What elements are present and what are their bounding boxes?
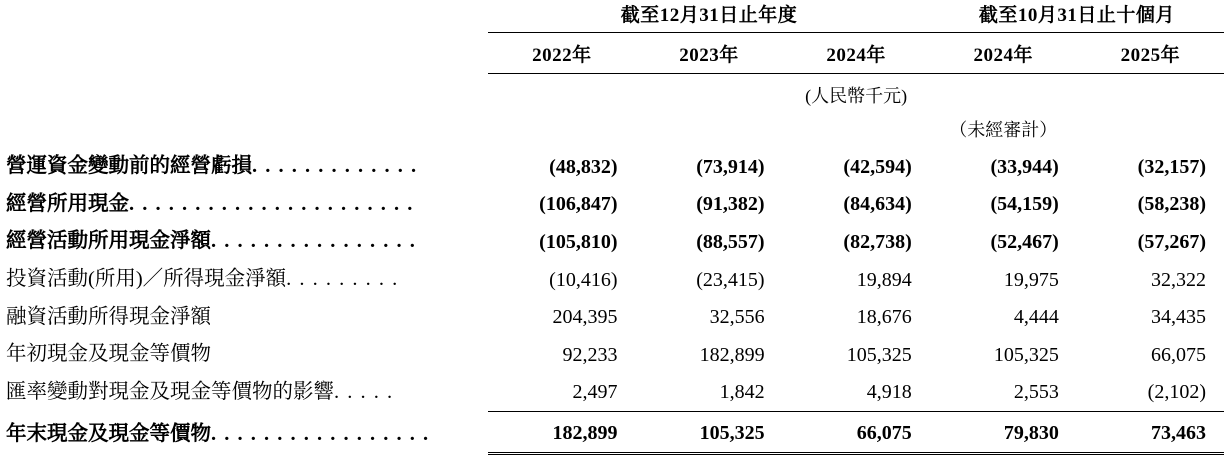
row-value: 2,553: [1013, 381, 1059, 404]
row-value: (52,467): [990, 231, 1059, 254]
table-row: [0, 186, 1224, 224]
row-value: 34,435: [1151, 306, 1206, 329]
row-label: [0, 261, 488, 299]
row-value: (84,634): [843, 193, 912, 216]
header-year-2024: 2024年: [826, 45, 886, 66]
unaudited-note: （未經審計）: [949, 120, 1058, 140]
row-value: (106,847): [539, 193, 618, 216]
row-leader-dots: . . . . . . . . . . . . .: [252, 155, 418, 177]
row-label-text: 經營所用現金: [6, 192, 129, 215]
currency-note-blank-2022: [488, 74, 635, 111]
row-value: 19,975: [1003, 268, 1059, 291]
row-value: 105,325: [846, 344, 912, 367]
table-row: [0, 374, 1224, 412]
header-group-tenmonths: 截至10月31日止十個月: [978, 5, 1175, 26]
total-row-leader-dots: . . . . . . . . . . . . . . . . .: [211, 423, 430, 446]
currency-note-blank-2023: [635, 74, 782, 111]
row-value: (48,832): [549, 155, 618, 178]
header-year-2025-tm: 2025年: [1120, 45, 1181, 66]
closing-rule-blank: [0, 454, 488, 473]
row-label: [0, 223, 488, 261]
row-value: (10,416): [549, 268, 618, 291]
row-value: 1,842: [719, 381, 765, 404]
currency-note-blank-2024tm: [930, 74, 1077, 111]
row-value: 66,075: [1151, 344, 1206, 367]
row-value: 32,322: [1151, 268, 1206, 291]
closing-rule-2024tm: [930, 454, 1077, 473]
table-row: [0, 148, 1224, 186]
header-year-2024-tm: 2024年: [973, 45, 1034, 66]
table-row: [0, 261, 1224, 299]
total-row-value: 182,899: [488, 412, 635, 454]
row-value: (91,382): [696, 193, 765, 216]
row-label-text: 融資活動所得現金淨額: [6, 305, 211, 328]
header-year-2023: 2023年: [679, 45, 739, 66]
row-value: (57,267): [1137, 231, 1206, 254]
row-label-text: 營運資金變動前的經營虧損: [6, 155, 252, 177]
header-group-row: [0, 0, 1224, 32]
row-value: (105,810): [539, 231, 618, 254]
row-value: (23,415): [696, 268, 765, 291]
row-value: (42,594): [843, 155, 912, 178]
closing-rule-2024: [783, 454, 930, 473]
row-label: [0, 336, 488, 374]
row-leader-dots: . . . . .: [334, 381, 394, 404]
header-blank-cell: [0, 0, 488, 32]
unaudited-blank-2024: [783, 110, 930, 148]
total-row-value: 73,463: [1077, 412, 1224, 454]
row-label-text: 經營活動所用現金淨額: [6, 230, 211, 253]
row-label: [0, 186, 488, 224]
row-label: [0, 374, 488, 412]
unaudited-blank-2022: [488, 110, 635, 148]
table-total-row: [0, 412, 1224, 454]
table-row: [0, 223, 1224, 261]
row-value: 32,556: [709, 306, 765, 329]
header-year-row: [0, 33, 1224, 74]
row-value: 182,899: [699, 344, 765, 367]
closing-rule-2023: [635, 454, 782, 473]
row-value: (58,238): [1137, 193, 1206, 216]
row-label: [0, 148, 488, 186]
currency-note-blank: [0, 74, 488, 111]
row-value: (82,738): [843, 231, 912, 254]
row-leader-dots: . . . . . . . . . . . . . . . . . . . . . .: [129, 192, 414, 215]
closing-rule-2025tm: [1077, 454, 1224, 473]
row-value: 105,325: [993, 344, 1059, 367]
table-row: [0, 299, 1224, 337]
total-row-value: 79,830: [930, 412, 1077, 454]
total-row-label: [0, 412, 488, 454]
currency-note: (人民幣千元): [805, 86, 908, 106]
total-row-value: 66,075: [783, 412, 930, 454]
row-leader-dots: . . . . . . . . . . . . . . . .: [211, 230, 417, 253]
row-leader-dots: . . . . . . . . .: [286, 268, 399, 291]
row-value: 2,497: [572, 381, 618, 404]
row-value: 92,233: [562, 344, 618, 367]
row-value: 18,676: [856, 306, 912, 329]
closing-rule-2022: [488, 454, 635, 473]
row-value: (54,159): [990, 193, 1059, 216]
row-value: (32,157): [1137, 155, 1206, 178]
currency-note-blank-2025tm: [1077, 74, 1224, 111]
row-value: 19,894: [856, 268, 912, 291]
table-row: [0, 336, 1224, 374]
row-value: 4,918: [866, 381, 912, 404]
unaudited-blank-2025tm: [1077, 110, 1224, 148]
row-label: [0, 299, 488, 337]
row-value: (33,944): [990, 155, 1059, 178]
header-year-2022: 2022年: [532, 45, 592, 66]
currency-note-row: [0, 74, 1224, 111]
unaudited-note-blank: [0, 110, 488, 148]
row-value: (73,914): [696, 155, 765, 178]
row-label-text: 投資活動(所用)／所得現金淨額: [6, 268, 287, 291]
unaudited-blank-2023: [635, 110, 782, 148]
total-row-label-text: 年末現金及現金等價物: [6, 423, 211, 446]
row-value: (88,557): [696, 231, 765, 254]
row-label-text: 匯率變動對現金及現金等價物的影響: [6, 381, 334, 404]
year-blank-cell: [0, 33, 488, 74]
row-value: (2,102): [1147, 381, 1206, 404]
unaudited-note-row: [0, 110, 1224, 148]
table-closing-rule-row: [0, 454, 1224, 473]
header-group-annual: 截至12月31日止年度: [620, 5, 798, 26]
row-value: 204,395: [552, 306, 618, 329]
total-row-value: 105,325: [635, 412, 782, 454]
row-label-text: 年初現金及現金等價物: [6, 343, 211, 366]
row-value: 4,444: [1013, 306, 1059, 329]
